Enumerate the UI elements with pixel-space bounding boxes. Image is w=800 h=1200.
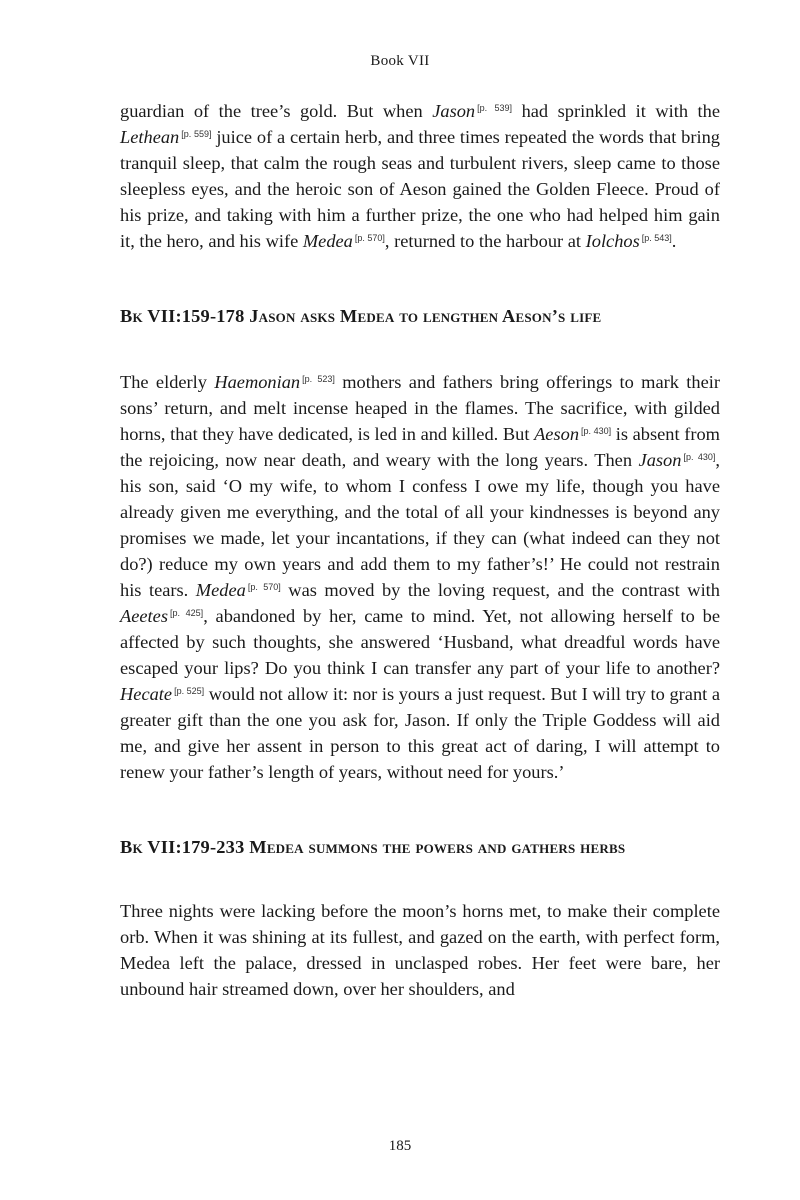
page-ref: [p. 523] xyxy=(302,374,335,384)
page-ref: [p. 539] xyxy=(477,103,513,113)
name-link-jason[interactable]: Jason xyxy=(432,101,476,121)
section-heading-179-233: Bk VII:179-233 Medea summons the powers and gathers herbs xyxy=(120,837,626,857)
page-ref: [p. 543] xyxy=(641,233,672,243)
name-link-lethean[interactable]: Lethean xyxy=(120,127,180,147)
text-run: , abandoned by her, came to mind. Yet, not allowing herself to be affected by such thoughts, she answered ‘Husband, what dreadful words have escaped your lips? Do you think I can transfer any part of your life to another? xyxy=(120,606,720,678)
name-link-aeson[interactable]: Aeson xyxy=(534,424,580,444)
section-paragraph-179-233: Three nights were lacking before the moon’s horns met, to make their complete orb. When it was shining at its fullest, and gazed on the earth, with perfect form, Medea left the palace, dressed in unclasped robes. Her feet were bare, her unbound hair streamed down, over her shoulders, and xyxy=(120,901,720,999)
section-heading-159-178: Bk VII:159-178 Jason asks Medea to lengthen Aeson’s life xyxy=(120,306,602,326)
text-run: . xyxy=(671,231,677,251)
text-run: The elderly xyxy=(120,372,215,392)
page-ref: [p. 525] xyxy=(174,686,205,696)
name-link-medea[interactable]: Medea xyxy=(195,580,246,600)
page-ref: [p. 570] xyxy=(354,233,385,243)
page-ref: [p. 570] xyxy=(247,582,281,592)
running-header: Book VII xyxy=(370,53,430,69)
text-run: , his son, said ‘O my wife, to whom I confess I owe my life, though you have already given me everything, and the total of all your kindnesses is beyond any promises we made, let your incantations, if they can (what indeed can they not do?) reduce my own years and add them to my father’s!’ He could not restrain his tears. xyxy=(120,450,720,600)
page-ref: [p. 430] xyxy=(683,452,716,462)
text-run: is absent from the rejoicing, now near death, and weary with the long years. Then xyxy=(120,424,720,470)
name-link-jason[interactable]: Jason xyxy=(638,450,682,470)
text-run: guardian of the tree’s gold. But when xyxy=(120,101,433,121)
intro-paragraph xyxy=(120,98,720,254)
name-link-hecate[interactable]: Hecate xyxy=(120,684,173,704)
name-link-aeetes[interactable]: Aeetes xyxy=(120,606,168,626)
name-link-medea[interactable]: Medea xyxy=(302,231,353,251)
name-link-haemonian[interactable]: Haemonian xyxy=(214,372,301,392)
page-ref: [p. 559] xyxy=(181,129,212,139)
page-body xyxy=(120,98,720,1002)
text-run: , returned to the harbour at xyxy=(384,231,586,251)
name-link-iolchos[interactable]: Iolchos xyxy=(585,231,640,251)
page-ref: [p. 425] xyxy=(170,608,204,618)
page-ref: [p. 430] xyxy=(581,426,612,436)
text-run: mothers and fathers bring offerings to mark their sons’ return, and melt incense heaped in the flames. The sacrifice, with gilded horns, that they have dedicated, is led in and killed. But xyxy=(120,372,720,444)
text-run: was moved by the loving request, and the contrast with xyxy=(280,580,720,600)
text-run: juice of a certain herb, and three times repeated the words that bring tranquil sleep, that calm the rough seas and turbulent rivers, sleep came to those sleepless eyes, and the heroic son of Aeson gained the Golden Fleece. Proud of his prize, and taking with him a further prize, the one who had helped him gain it, the hero, and his wife xyxy=(120,127,720,251)
text-run: would not allow it: nor is yours a just request. But I will try to grant a greater gift than the one you ask for, Jason. If only the Triple Goddess will aid me, and give her assent in person to this great act of daring, I will attempt to renew your father’s length of years, without need for yours.’ xyxy=(120,684,721,782)
page-number: 185 xyxy=(388,1138,412,1154)
section-paragraph-159-178 xyxy=(120,369,720,785)
text-run: had sprinkled it with the xyxy=(512,101,720,121)
